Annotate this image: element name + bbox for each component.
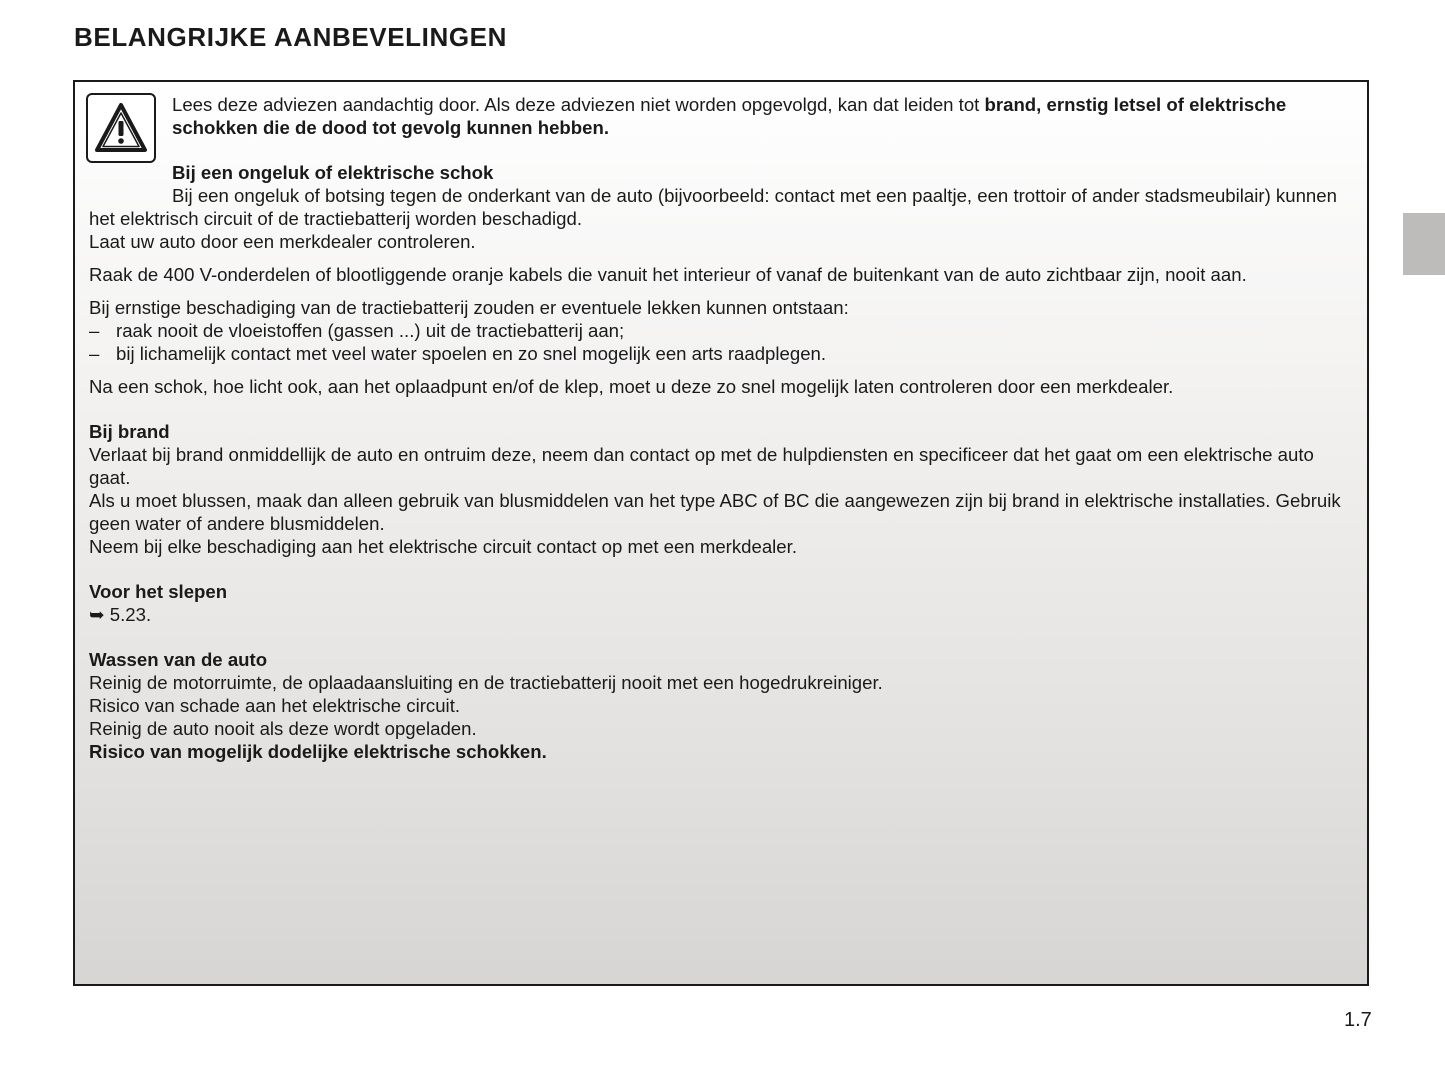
accident-paragraph-3: Raak de 400 V-onderdelen of blootliggende oranje kabels die vanuit het interieur of vanaf de buitenkant van de auto zichtbaar zijn, nooit aan. [89, 264, 1247, 285]
intro-text: Lees deze adviezen aandachtig door. Als deze adviezen niet worden opgevolgd, kan dat leiden tot [172, 94, 985, 115]
fire-paragraph-2: Als u moet blussen, maak dan alleen gebruik van blusmiddelen van het type ABC of BC die aangewezen zijn bij brand in elektrische installaties. Gebruik geen water of andere blusmiddelen. [89, 490, 1341, 534]
intro-bold-text: brand, ernstig letsel of elektrische schokken die de dood tot gevolg kunnen hebben. [172, 94, 1287, 138]
arrow-icon: ➥ [89, 604, 105, 625]
washing-paragraph-1: Reinig de motorruimte, de oplaadaansluiting en de tractiebatterij nooit met een hogedrukreiniger. [89, 672, 883, 693]
towing-reference-link[interactable]: 5.23. [109, 604, 152, 625]
dash-marker: – [89, 320, 100, 341]
intro-paragraph [89, 93, 1357, 139]
accident-heading: Bij een ongeluk of elektrische schok [172, 162, 494, 183]
washing-paragraph-2: Risico van schade aan het elektrische circuit. [89, 695, 461, 716]
chapter-tab[interactable] [1403, 213, 1445, 275]
towing-reference [89, 603, 1357, 626]
warning-content [89, 93, 1357, 763]
fire-paragraph-3: Neem bij elke beschadiging aan het elektrische circuit contact op met een merkdealer. [89, 536, 797, 557]
accident-paragraph-2: Laat uw auto door een merkdealer controleren. [89, 231, 476, 252]
fire-heading: Bij brand [89, 421, 170, 442]
washing-heading: Wassen van de auto [89, 649, 268, 670]
page-number: 1.7 [1344, 1009, 1372, 1031]
towing-heading: Voor het slepen [89, 581, 228, 602]
accident-paragraph-5: Na een schok, hoe licht ook, aan het oplaadpunt en/of de klep, moet u deze zo snel mogelijk laten controleren door een merkdealer. [89, 376, 1174, 397]
list-item [89, 342, 1357, 365]
accident-paragraph-1: Bij een ongeluk of botsing tegen de onderkant van de auto (bijvoorbeeld: contact met een paaltje, een trottoir of ander stadsmeubilair) kunnen het elektrisch circuit of de tractiebatterij worden beschadigd. [89, 185, 1337, 229]
list-item [89, 319, 1357, 342]
accident-paragraph-4: Bij ernstige beschadiging van de tractiebatterij zouden er eventuele lekken kunnen ontstaan: [89, 297, 849, 318]
list-item-text: bij lichamelijk contact met veel water spoelen en zo snel mogelijk een arts raadplegen. [116, 343, 827, 364]
washing-paragraph-4: Risico van mogelijk dodelijke elektrische schokken. [89, 741, 547, 762]
list-item-text: raak nooit de vloeistoffen (gassen ...) uit de tractiebatterij aan; [116, 320, 625, 341]
dash-marker: – [89, 343, 100, 364]
fire-paragraph-1: Verlaat bij brand onmiddellijk de auto en ontruim deze, neem dan contact op met de hulpdiensten en specificeer dat het gaat om een elektrische auto gaat. [89, 444, 1314, 488]
page-title: BELANGRIJKE AANBEVELINGEN [74, 22, 507, 52]
washing-paragraph-3: Reinig de auto nooit als deze wordt opgeladen. [89, 718, 477, 739]
